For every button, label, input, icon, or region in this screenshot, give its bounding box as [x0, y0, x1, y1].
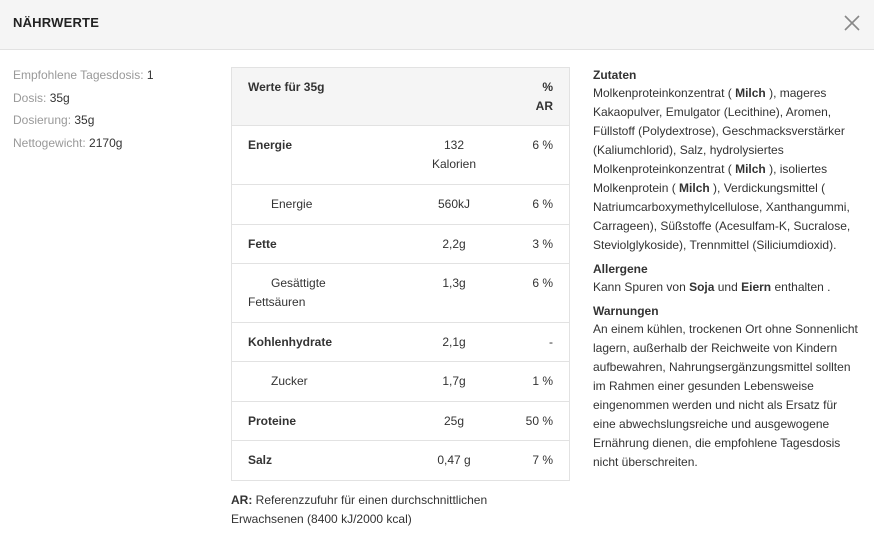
header-values-per: Werte für 35g: [248, 80, 325, 94]
table-row: Fette 2,2g 3 %: [232, 224, 570, 264]
close-icon[interactable]: [842, 13, 862, 33]
warnings-title: Warnungen: [593, 304, 659, 318]
nutrition-table: [231, 67, 570, 481]
warnings-text: An einem kühlen, trockenen Ort ohne Sonnenlicht lagern, außerhalb der Reichweite von Kindern aufbewahren, Nahrungsergänzungsmittel sollten im Rahmen einer gesunden Lebensweise eingenommen werden und nicht als Ersatz für eine abwechslungsreiche und ausgewogene Ernährung dienen, die empfohlene Tagesdosis nicht überschreiten.: [593, 322, 858, 469]
ingredients-title: Zutaten: [593, 68, 637, 82]
meta-dosage: Dosierung: 35g: [13, 113, 95, 128]
table-row: Energie 132 Kalorien 6 %: [232, 126, 570, 185]
meta-net-weight: Nettogewicht: 2170g: [13, 136, 123, 151]
meta-dose: Dosis: 35g: [13, 90, 70, 105]
allergens-title: Allergene: [593, 262, 648, 276]
ingredients-section: [593, 67, 863, 255]
table-row: Proteine 25g 50 %: [232, 401, 570, 441]
product-info: [593, 67, 863, 478]
table-row: Zucker 1,7g 1 %: [232, 362, 570, 402]
modal-title: NÄHRWERTE: [13, 15, 100, 30]
ingredients-text: Molkenproteinkonzentrat ( Milch ), mageres Kakaopulver, Emulgator (Lecithine), Aromen, Füllstoff (Polydextrose), Geschmacksverstärker (Kaliumchlorid), Salz, hydrolysiertes Molkenproteinkonzentrat ( Milch ), isoliertes Molkenprotein ( Milch ), Verdickungsmittel ( Natriumcarboxymethylcellulose, Xanthangummi, Carrageen), Süßstoffe (Acesulfam-K, Sucralose, Steviolglykoside), Trennmittel (Siliciumdioxid).: [593, 86, 851, 252]
product-meta: [13, 67, 213, 158]
meta-recommended-dose: Empfohlene Tagesdosis: 1: [13, 68, 154, 82]
header-ar: % AR: [535, 80, 553, 113]
table-row: Kohlenhydrate 2,1g -: [232, 322, 570, 362]
warnings-section: [593, 303, 863, 472]
table-row: Salz 0,47 g 7 %: [232, 441, 570, 481]
nutrition-table-wrapper: [231, 67, 570, 481]
table-row: Energie 560kJ 6 %: [232, 185, 570, 225]
ar-footnote: AR: Referenzzufuhr für einen durchschnittlichen Erwachsenen (8400 kJ/2000 kcal): [231, 493, 488, 526]
table-row: Gesättigte Fettsäuren 1,3g 6 %: [232, 264, 570, 323]
table-header-row: [232, 68, 570, 126]
allergens-section: [593, 261, 863, 297]
modal-header: [0, 0, 874, 50]
allergens-text: Kann Spuren von Soja und Eiern enthalten .: [593, 280, 831, 294]
